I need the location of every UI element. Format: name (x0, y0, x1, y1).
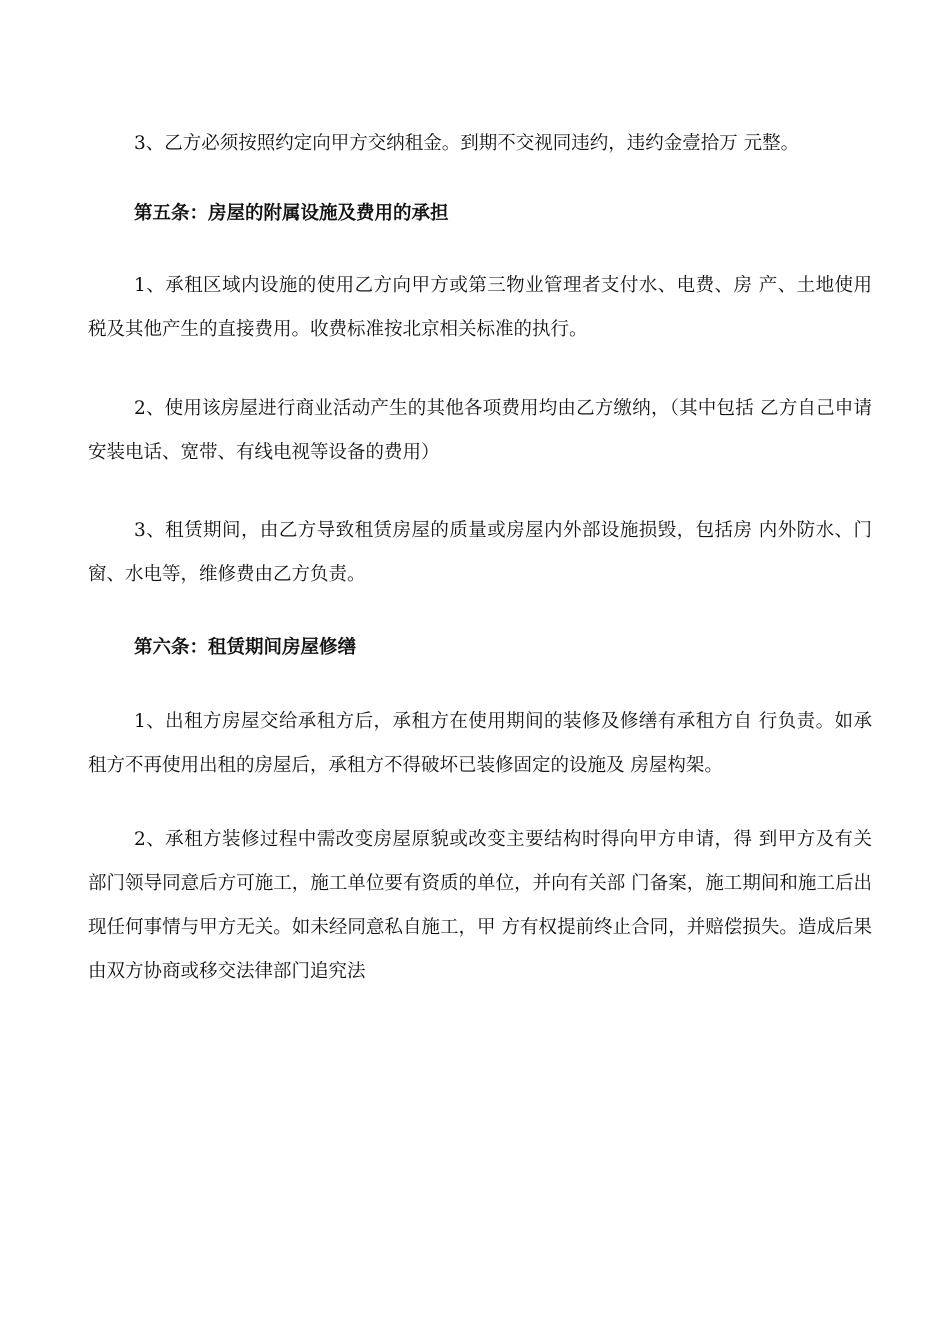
article-5-item-1 (88, 264, 872, 352)
section-heading: 第六条：租赁期间房屋修缮 (134, 637, 357, 658)
article-5-item-3 (88, 509, 872, 597)
article-5-item-2 (88, 387, 872, 475)
article-6-item-2 (88, 818, 872, 994)
article-6-item-1 (88, 700, 872, 788)
article-5-heading (88, 200, 872, 228)
paragraph: 3、租赁期间，由乙方导致租赁房屋的质量或房屋内外部设施损毁，包括房 内外防水、门窗、水电等，维修费由乙方负责。 (88, 520, 872, 585)
paragraph: 1、出租方房屋交给承租方后，承租方在使用期间的装修及修缮有承租方自 行负责。如承租方不再使用出租的房屋后，承租方不得破坏已装修固定的设施及 房屋构架。 (88, 711, 872, 776)
paragraph: 1、承租区域内设施的使用乙方向甲方或第三物业管理者支付水、电费、房 产、土地使用税及其他产生的直接费用。收费标准按北京相关标准的执行。 (88, 275, 872, 340)
section-heading: 第五条：房屋的附属设施及费用的承担 (134, 203, 449, 224)
paragraph: 2、使用该房屋进行商业活动产生的其他各项费用均由乙方缴纳，（其中包括 乙方自己申请安装电话、宽带、有线电视等设备的费用） (88, 398, 872, 463)
article-6-heading (88, 634, 872, 662)
paragraph: 3、乙方必须按照约定向甲方交纳租金。到期不交视同违约，违约金壹拾万 元整。 (134, 133, 800, 154)
paragraph: 2、承租方装修过程中需改变房屋原貌或改变主要结构时得向甲方申请，得 到甲方及有关部门领导同意后方可施工，施工单位要有资质的单位，并向有关部 门备案，施工期间和施工后出现任何事情与甲方无关。如未经同意私自施工，甲 方有权提前终止合同，并赔偿损失。造成后果由双方协商或移交法律部门追究法 (88, 829, 872, 982)
clause-4-item-3 (88, 122, 872, 166)
